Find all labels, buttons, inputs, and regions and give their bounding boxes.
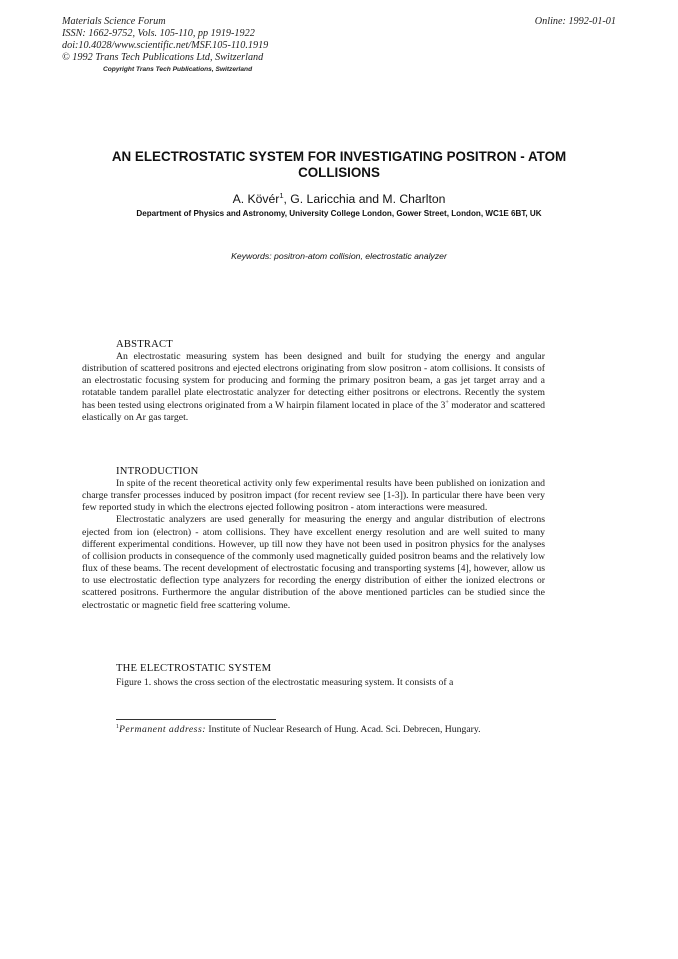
abstract-text-main: An electrostatic measuring system has been designed and built for studying the energy and angular distribution of scattered positrons and ejected electrons originating from slow positron - atom collisions. It consists of an electrostatic focusing system for producing and forming the primary positron beam, a gas jet target array and a rotatable tandem parallel plate electrostatic analyzer for detecting either positrons or electrons. Recently the system has been tested using electrons originated from a W hairpin filament located in place of the 3 (82, 351, 545, 411)
footnote-mark: 1 (116, 723, 119, 730)
introduction-heading: INTRODUCTION (116, 466, 199, 477)
abstract-superscript: + (445, 399, 449, 406)
footnote (116, 724, 481, 735)
system-heading: THE ELECTROSTATIC SYSTEM (116, 663, 272, 674)
paper-title-line2: COLLISIONS (298, 165, 380, 180)
introduction-text (82, 478, 545, 612)
paper-title-line1: AN ELECTROSTATIC SYSTEM FOR INVESTIGATING POSITRON - ATOM (111, 149, 567, 164)
paper-authors (90, 192, 588, 206)
journal-name: Materials Science Forum (62, 16, 166, 27)
introduction-paragraph-1: In spite of the recent theoretical activity only few experimental results have been published on ionization and charge transfer processes induced by positron impact (for recent review see [1-3]). In particular there have been very few reported study in which the electrons ejected following positron - atom interactions were measured. (82, 478, 545, 514)
abstract-text (82, 351, 545, 424)
paper-title (90, 149, 588, 181)
author-footnote-mark: 1 (279, 190, 284, 200)
abstract-text-end: moderator and scattered elastically on Ar gas target. (82, 399, 546, 423)
system-paragraph-1: Figure 1. shows the cross section of the electrostatic measuring system. It consists of a (116, 677, 454, 688)
abstract-heading: ABSTRACT (116, 339, 173, 350)
footnote-text: Institute of Nuclear Research of Hung. Acad. Sci. Debrecen, Hungary. (205, 724, 481, 735)
copyright-stamp: Copyright Trans Tech Publications, Switzerland (103, 66, 253, 73)
footnote-label: Permanent address: (119, 724, 206, 735)
paper-affiliation: Department of Physics and Astronomy, University College London, Gower Street, London, WC1E 6BT, UK (136, 209, 542, 218)
author-rest: , G. Laricchia and M. Charlton (283, 192, 446, 206)
copyright-line: © 1992 Trans Tech Publications Ltd, Switzerland (62, 52, 264, 63)
issn-line: ISSN: 1662-9752, Vols. 105-110, pp 1919-1922 (62, 28, 255, 39)
online-date: Online: 1992-01-01 (534, 16, 616, 27)
paper-keywords: Keywords: positron-atom collision, electrostatic analyzer (231, 251, 447, 261)
author-first: A. Kövér (232, 192, 280, 206)
introduction-paragraph-2: Electrostatic analyzers are used generally for measuring the energy and angular distribution of electrons ejected from ion (electron) - atom collisions. They have excellent energy resolution and are well suited to many different experimental conditions. However, up till now they have not been used in positron physics for the analyses of collision products in consequence of the commonly used magnetically guided positron beams and the relatively low flux of these beams. The recent development of electrostatic focusing and transporting systems [4], however, allow us to use electrostatic deflection type analyzers for recording the energy distribution of either the ionized electrons or scattered positrons. Furthermore the angular distribution of the above mentioned particles can be studied since the electrostatic or magnetic field free scattering volume. (82, 514, 545, 611)
doi-line[interactable]: doi:10.4028/www.scientific.net/MSF.105-110.1919 (62, 40, 269, 51)
footnote-rule (116, 719, 276, 720)
